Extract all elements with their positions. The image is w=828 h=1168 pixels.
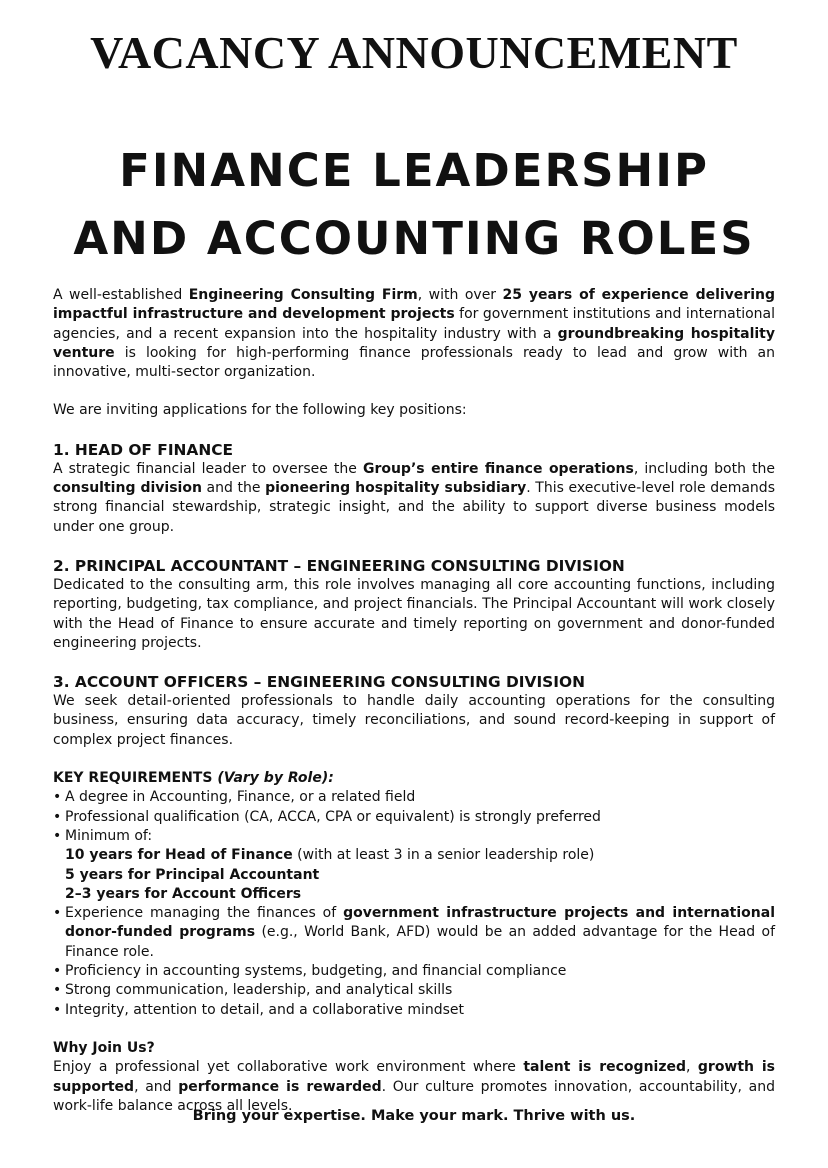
requirement-item bbox=[53, 904, 775, 962]
requirements-title-note: (Vary by Role): bbox=[217, 770, 334, 787]
requirement-item bbox=[53, 827, 775, 846]
requirement-text: Strong communication, leadership, and analytical skills bbox=[65, 982, 453, 999]
role-headline bbox=[53, 137, 775, 273]
position-1-description bbox=[53, 460, 775, 537]
min-experience-bold: 10 years for Head of Finance bbox=[65, 847, 293, 864]
position-2-description: Dedicated to the consulting arm, this role involves managing all core accounting functions, including reporting, budgeting, tax compliance, and project financials. The Principal Accountant will work closely with the Head of Finance to ensure accurate and timely reporting on government and donor-funded engineering projects. bbox=[53, 576, 775, 651]
why-text-1: Enjoy a professional yet collaborative work environment where bbox=[53, 1059, 524, 1076]
intro-bold-3: groundbreaking hospitality venture bbox=[53, 325, 775, 361]
requirement-bold: government infrastructure projects and international donor-funded programs bbox=[65, 905, 775, 941]
position-2-title: 2. PRINCIPAL ACCOUNTANT – ENGINEERING CONSULTING DIVISION bbox=[53, 556, 625, 575]
p1-text-1: A strategic financial leader to oversee the bbox=[53, 460, 363, 477]
min-experience-head-of-finance bbox=[53, 846, 775, 865]
requirement-text: A degree in Accounting, Finance, or a related field bbox=[65, 789, 416, 806]
bullet-icon: • bbox=[53, 827, 62, 844]
why-bold-1: talent is recognized bbox=[523, 1059, 687, 1076]
why-text-2: , bbox=[686, 1059, 698, 1076]
intro-text-2: , with over bbox=[417, 287, 503, 303]
requirement-text-2: (e.g., World Bank, AFD) would be an added advantage for the Head of Finance role. bbox=[65, 924, 775, 960]
why-text-4: . Our culture promotes innovation, accountability, and work-life balance across all levels. bbox=[53, 1078, 775, 1114]
bullet-icon: • bbox=[53, 982, 62, 999]
requirement-item bbox=[53, 1001, 775, 1020]
requirement-text-1: Experience managing the finances of bbox=[65, 905, 344, 922]
bullet-icon: • bbox=[53, 789, 62, 806]
bullet-icon: • bbox=[53, 808, 62, 825]
intro-paragraph bbox=[53, 286, 775, 382]
requirement-item bbox=[53, 788, 775, 807]
requirements-list bbox=[53, 788, 775, 846]
requirement-text: Minimum of: bbox=[65, 827, 153, 844]
why-bold-3: performance is rewarded bbox=[178, 1078, 382, 1095]
min-experience-note: (with at least 3 in a senior leadership role) bbox=[292, 847, 595, 864]
p1-text-3: and the bbox=[201, 480, 266, 497]
requirement-item bbox=[53, 962, 775, 981]
intro-bold-2: 25 years of experience delivering impactful infrastructure and development projects bbox=[53, 287, 775, 323]
why-bold-2: growth is supported bbox=[53, 1059, 776, 1095]
requirements-list-continued bbox=[53, 904, 775, 1020]
requirements-title-text: KEY REQUIREMENTS bbox=[53, 770, 218, 787]
requirement-text: Integrity, attention to detail, and a collaborative mindset bbox=[65, 1001, 465, 1018]
role-headline-line-2: AND ACCOUNTING ROLES bbox=[73, 212, 755, 265]
p1-bold-2: consulting division bbox=[53, 480, 202, 497]
bullet-icon: • bbox=[53, 1001, 62, 1018]
invitation-line: We are inviting applications for the following key positions: bbox=[53, 402, 467, 419]
intro-text-1: A well-established bbox=[53, 287, 189, 303]
position-3-description: We seek detail-oriented professionals to handle daily accounting operations for the consulting business, ensuring data accuracy, timely reconciliations, and sound record-keeping in support of complex project finances. bbox=[53, 693, 775, 748]
page-heading: VACANCY ANNOUNCEMENT bbox=[90, 27, 738, 78]
role-headline-line-1: FINANCE LEADERSHIP bbox=[119, 144, 709, 197]
min-experience-account-officers: 2–3 years for Account Officers bbox=[65, 885, 302, 902]
requirement-item bbox=[53, 981, 775, 1000]
p1-bold-3: pioneering hospitality subsidiary bbox=[265, 480, 527, 497]
bullet-icon: • bbox=[53, 905, 62, 922]
intro-text-3: for government institutions and international agencies, and a recent expansion into the hospitality industry with a bbox=[53, 306, 775, 342]
p1-text-4: . This executive-level role demands strong financial stewardship, strategic insight, and the ability to support diverse business models under one group. bbox=[53, 480, 775, 535]
requirement-item bbox=[53, 808, 775, 827]
intro-text-4: is looking for high-performing finance professionals ready to lead and grow with an innovative, multi-sector organization. bbox=[53, 344, 775, 381]
requirements-title bbox=[53, 769, 775, 788]
footer-tagline: Bring your expertise. Make your mark. Thrive with us. bbox=[192, 1108, 636, 1124]
requirement-text: Proficiency in accounting systems, budgeting, and financial compliance bbox=[65, 963, 567, 980]
min-experience-principal-accountant: 5 years for Principal Accountant bbox=[65, 866, 320, 883]
intro-bold-1: Engineering Consulting Firm bbox=[188, 287, 418, 303]
p1-text-2: , including both the bbox=[633, 460, 775, 477]
requirement-text: Professional qualification (CA, ACCA, CPA or equivalent) is strongly preferred bbox=[65, 808, 601, 825]
bullet-icon: • bbox=[53, 963, 62, 980]
p1-bold-1: Group’s entire finance operations bbox=[362, 460, 634, 477]
why-text-3: , and bbox=[134, 1078, 179, 1095]
position-1-title: 1. HEAD OF FINANCE bbox=[53, 440, 234, 459]
position-3-title: 3. ACCOUNT OFFICERS – ENGINEERING CONSULTING DIVISION bbox=[53, 673, 585, 692]
why-join-title: Why Join Us? bbox=[53, 1039, 155, 1056]
